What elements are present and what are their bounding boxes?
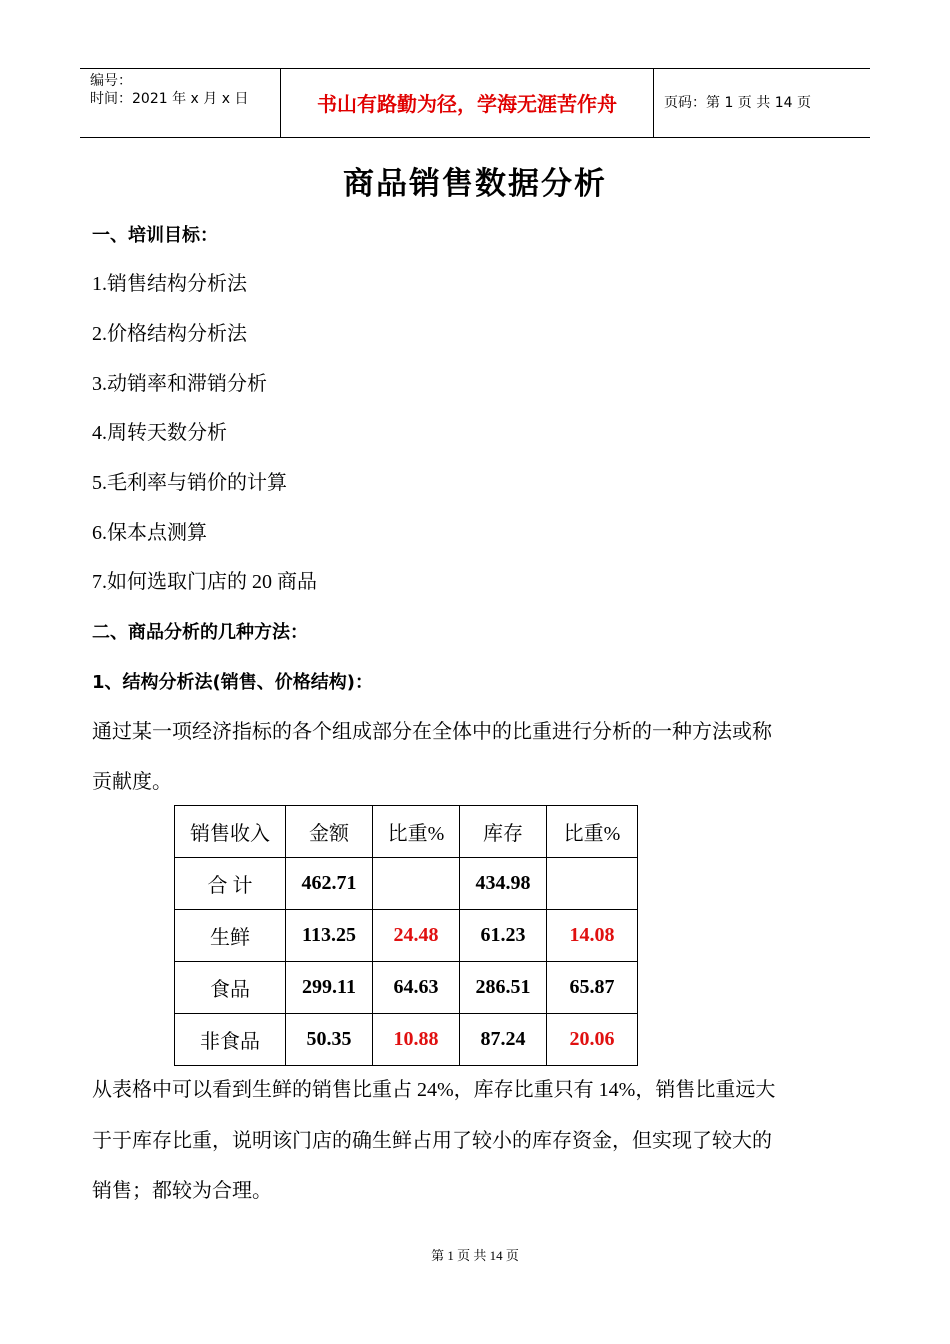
table-cell-inventory: 87.24 — [460, 1014, 547, 1066]
table-cell-inventory-share: 20.06 — [547, 1014, 638, 1066]
paragraph-line: 贡献度。 — [92, 771, 172, 793]
paragraph-line: 通过某一项经济指标的各个组成部分在全体中的比重进行分析的一种方法或称 — [92, 721, 772, 743]
goal-item: 2.价格结构分析法 — [92, 323, 247, 345]
document-number-label: 编号： — [90, 73, 132, 89]
table-header-cell: 比重% — [547, 806, 638, 858]
table-cell-inventory-share: 65.87 — [547, 962, 638, 1014]
table-cell-category: 非食品 — [175, 1014, 286, 1066]
table-cell-inventory-share: 14.08 — [547, 910, 638, 962]
table-cell-amount: 299.11 — [286, 962, 373, 1014]
header-page-info: 页码：第 1 页 共 14 页 — [664, 95, 811, 111]
table-cell-inventory: 434.98 — [460, 858, 547, 910]
header-motto: 书山有路勤为径，学海无涯苦作舟 — [317, 92, 617, 116]
table-row — [175, 962, 638, 1014]
table-cell-inventory: 61.23 — [460, 910, 547, 962]
document-title: 商品销售数据分析 — [343, 166, 607, 202]
paragraph-line: 从表格中可以看到生鲜的销售比重占 24%，库存比重只有 14%，销售比重远大 — [92, 1079, 776, 1101]
table-header-row — [175, 806, 638, 858]
table-cell-sales-share: 24.48 — [373, 910, 460, 962]
table-cell-amount: 113.25 — [286, 910, 373, 962]
table-row — [175, 1014, 638, 1066]
section2-subheading: 1、结构分析法(销售、价格结构)： — [92, 672, 373, 693]
table-cell-category: 合 计 — [175, 858, 286, 910]
page-footer: 第 1 页 共 14 页 — [431, 1248, 519, 1263]
header-meta-cell — [80, 69, 280, 137]
goal-item: 4.周转天数分析 — [92, 422, 227, 444]
goal-item: 1.销售结构分析法 — [92, 273, 247, 295]
header-page-cell — [654, 69, 870, 137]
section2-heading: 二、商品分析的几种方法： — [92, 622, 308, 643]
table-cell-amount: 462.71 — [286, 858, 373, 910]
sales-structure-table — [174, 805, 638, 1066]
header-motto-cell — [280, 69, 654, 137]
table-cell-inventory: 286.51 — [460, 962, 547, 1014]
table-cell-category: 生鲜 — [175, 910, 286, 962]
table-row — [175, 910, 638, 962]
table-header-cell: 比重% — [373, 806, 460, 858]
table-cell-amount: 50.35 — [286, 1014, 373, 1066]
table-row — [175, 858, 638, 910]
document-date: 时间：2021 年 x 月 x 日 — [90, 91, 249, 107]
table-cell-inventory-share — [547, 858, 638, 910]
table-cell-sales-share: 10.88 — [373, 1014, 460, 1066]
goal-item: 6.保本点测算 — [92, 522, 207, 544]
goal-item: 3.动销率和滞销分析 — [92, 373, 267, 395]
goal-item: 5.毛利率与销价的计算 — [92, 472, 287, 494]
section1-heading: 一、培训目标： — [92, 225, 218, 246]
table-cell-sales-share: 64.63 — [373, 962, 460, 1014]
page-header — [80, 68, 870, 138]
table-header-cell: 销售收入 — [175, 806, 286, 858]
table-cell-sales-share — [373, 858, 460, 910]
paragraph-line: 于于库存比重，说明该门店的确生鲜占用了较小的库存资金，但实现了较大的 — [92, 1130, 772, 1152]
table-cell-category: 食品 — [175, 962, 286, 1014]
table-header-cell: 金额 — [286, 806, 373, 858]
paragraph-line: 销售；都较为合理。 — [92, 1180, 272, 1202]
table-header-cell: 库存 — [460, 806, 547, 858]
goal-item: 7.如何选取门店的 20 商品 — [92, 571, 317, 593]
